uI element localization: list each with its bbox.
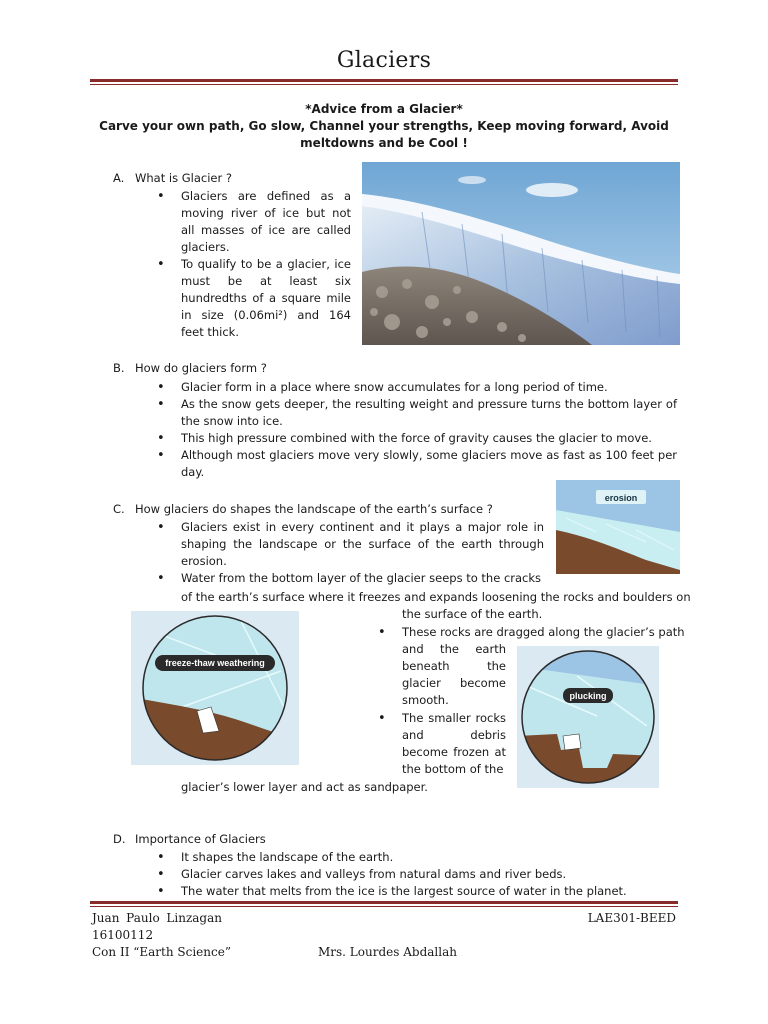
list-item: • This high pressure combined with the force of gravity causes the glacier to move. (157, 430, 677, 447)
section-c-continuation: of the earth’s surface where it freezes and expands loosening the rocks and boulders on (181, 590, 691, 604)
plucking-diagram (517, 646, 659, 788)
list-item: • The smaller rocks and debris become frozen at the bottom of the (378, 710, 506, 778)
erosion-diagram (556, 480, 680, 574)
list-item: • Water from the bottom layer of the glacier seeps to the cracks (157, 570, 544, 587)
section-c-continuation-2: the surface of the earth. (402, 607, 543, 621)
section-c-bullet3-wrap: and the earth beneath the glacier become smooth. (402, 642, 506, 707)
footer-course: Con II “Earth Science” (92, 945, 231, 959)
list-item: • Although most glaciers move very slowly, some glaciers move as fast as 100 feet per day. (157, 447, 677, 481)
section-b-list (157, 379, 677, 481)
section-a-heading: A. What is Glacier ? (113, 171, 232, 185)
list-item: • To qualify to be a glacier, ice must be at least six hundredths of a square mile in size (0.06mi²) and 164 feet thick. (157, 256, 351, 341)
footer-section: LAE301-BEED (587, 911, 676, 925)
advice-block (90, 101, 678, 152)
title-rule (90, 79, 678, 82)
list-item: • Glacier carves lakes and valleys from natural dams and river beds. (157, 866, 677, 883)
footer-name: Juan Paulo Linzagan (92, 911, 222, 925)
advice-text: Carve your own path, Go slow, Channel your strengths, Keep moving forward, Avoid meltdowns and be Cool ! (99, 119, 669, 150)
footer-rule-thin (90, 906, 678, 907)
section-d-list (157, 849, 677, 900)
section-c-tail: glacier’s lower layer and act as sandpaper. (181, 780, 428, 794)
list-item: • Glacier form in a place where snow accumulates for a long period of time. (157, 379, 677, 396)
list-item: • The water that melts from the ice is the largest source of water in the planet. (157, 883, 677, 900)
list-item: • It shapes the landscape of the earth. (157, 849, 677, 866)
section-c-list-4 (378, 710, 506, 778)
list-item: • As the snow gets deeper, the resulting weight and pressure turns the bottom layer of the snow into ice. (157, 396, 677, 430)
section-a-list (157, 188, 351, 341)
section-c-list-1 (157, 519, 544, 587)
advice-heading: *Advice from a Glacier* (305, 102, 463, 116)
plucking-label: plucking (569, 691, 607, 701)
section-d-heading: D. Importance of Glaciers (113, 832, 266, 846)
list-item: • Glaciers exist in every continent and it plays a major role in shaping the landscape or the surface of the earth through erosion. (157, 519, 544, 570)
title-rule-thin (90, 84, 678, 85)
section-c-list-3 (378, 624, 683, 641)
freeze-thaw-diagram (131, 611, 299, 765)
page-title: Glaciers (336, 48, 432, 73)
footer-id: 16100112 (92, 928, 154, 942)
erosion-label: erosion (604, 493, 638, 503)
glacier-photo (362, 162, 680, 345)
footer-teacher: Mrs. Lourdes Abdallah (318, 945, 457, 959)
list-item: • Glaciers are defined as a moving river of ice but not all masses of ice are called glaciers. (157, 188, 351, 256)
list-item: • These rocks are dragged along the glacier’s path (378, 624, 683, 641)
section-b-heading: B. How do glaciers form ? (113, 361, 267, 375)
footer-rule (90, 901, 678, 904)
freeze-thaw-label: freeze-thaw weathering (165, 658, 265, 668)
section-c-heading: C. How glaciers do shapes the landscape of the earth’s surface ? (113, 502, 493, 516)
